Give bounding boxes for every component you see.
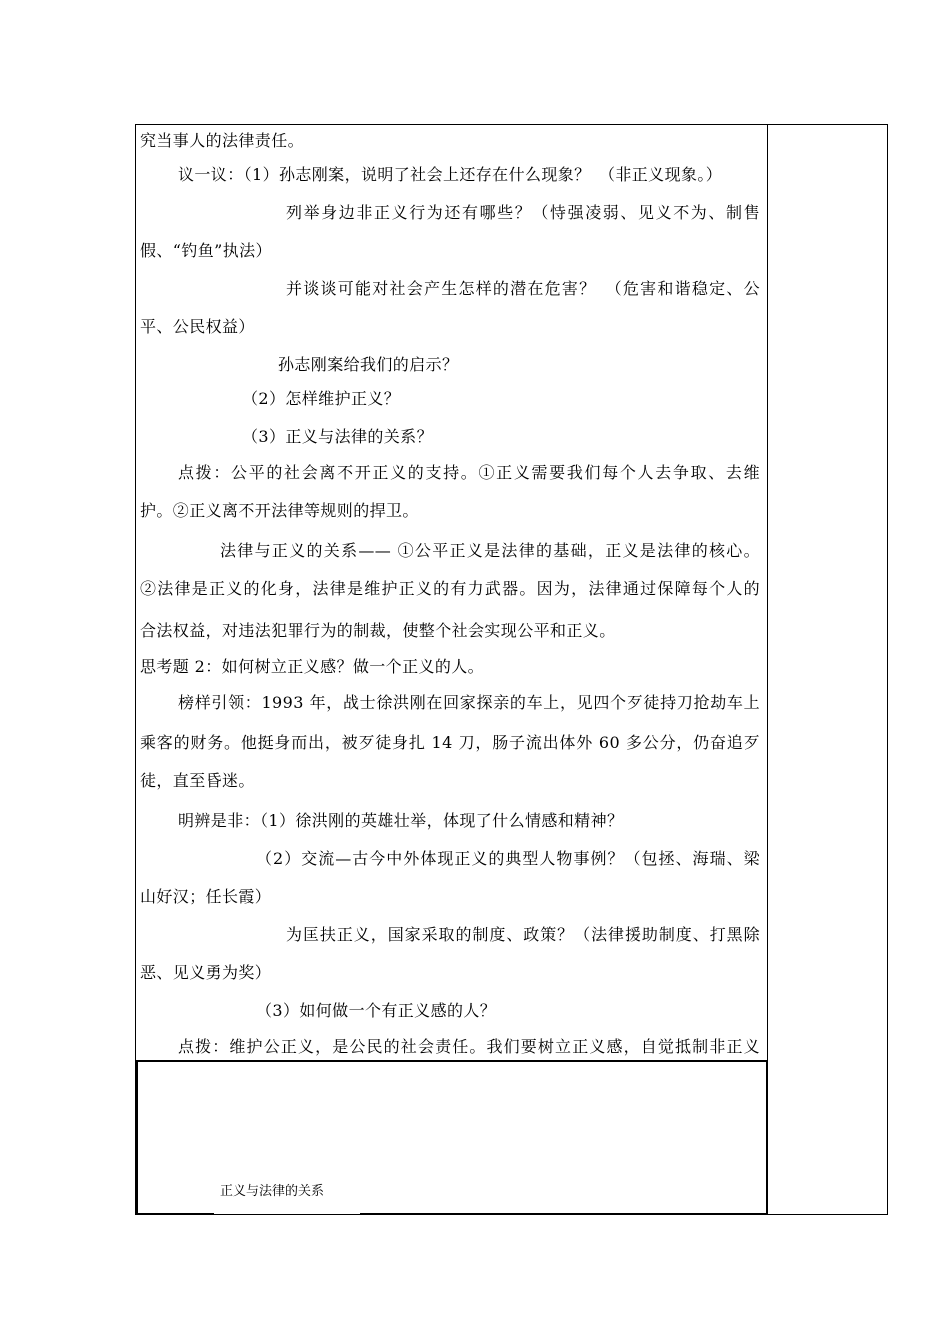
text-line: 榜样引领：1993 年，战士徐洪刚在回家探亲的车上，见四个歹徒持刀抢劫车上 bbox=[178, 693, 760, 712]
lesson-content-cell bbox=[140, 124, 762, 1059]
box-bottom-border bbox=[360, 1213, 768, 1215]
column-divider bbox=[767, 124, 768, 1215]
text-line: 山好汉；任长霞） bbox=[140, 887, 272, 906]
text-line: （2）交流—古今中外体现正义的典型人物事例？（包拯、海瑞、梁 bbox=[256, 849, 760, 868]
text-line: ②法律是正义的化身，法律是维护正义的有力武器。因为，法律通过保障每个人的 bbox=[140, 579, 760, 598]
text-line: 护。②正义离不开法律等规则的捍卫。 bbox=[140, 501, 419, 520]
text-line: 议一议：（1）孙志刚案，说明了社会上还存在什么现象？ （非正义现象。） bbox=[178, 165, 723, 184]
text-line: 思考题 2：如何树立正义感？做一个正义的人。 bbox=[140, 657, 485, 676]
text-line: 假、“钓鱼”执法） bbox=[140, 241, 272, 260]
text-line: 为匡扶正义，国家采取的制度、政策？（法律援助制度、打黑除 bbox=[286, 925, 760, 944]
text-line: （3）如何做一个有正义感的人？ bbox=[256, 1001, 497, 1020]
text-line: 合法权益，对违法犯罪行为的制裁，使整个社会实现公平和正义。 bbox=[140, 621, 616, 640]
text-line: 列举身边非正义行为还有哪些？（恃强凌弱、见义不为、制售 bbox=[286, 203, 760, 222]
text-line: 孙志刚案给我们的启示？ bbox=[278, 355, 459, 374]
text-line: 明辨是非：（1）徐洪刚的英雄壮举，体现了什么情感和精神？ bbox=[178, 811, 624, 830]
text-line: 平、公民权益） bbox=[140, 317, 255, 336]
text-line: 法律与正义的关系—— ①公平正义是法律的基础，正义是法律的核心。 bbox=[220, 541, 760, 560]
text-line: 乘客的财务。他挺身而出，被歹徒身扎 14 刀，肠子流出体外 60 多公分，仍奋追歹 bbox=[140, 733, 760, 752]
text-line: 并谈谈可能对社会产生怎样的潜在危害？ （危害和谐稳定、公 bbox=[286, 279, 760, 298]
text-line: 究当事人的法律责任。 bbox=[140, 131, 305, 150]
text-line: 徒，直至昏迷。 bbox=[140, 771, 255, 790]
text-line: （3）正义与法律的关系？ bbox=[242, 427, 433, 446]
text-line: 点拨：维护公正义，是公民的社会责任。我们要树立正义感，自觉抵制非正义 bbox=[178, 1037, 760, 1056]
box-bottom-border bbox=[136, 1213, 214, 1215]
text-line: （2）怎样维护正义？ bbox=[242, 389, 401, 408]
diagram-label: 正义与法律的关系 bbox=[220, 1184, 325, 1199]
text-line: 点拨：公平的社会离不开正义的支持。①正义需要我们每个人去争取、去维 bbox=[178, 463, 760, 482]
text-line: 恶、见义勇为奖） bbox=[140, 963, 272, 982]
